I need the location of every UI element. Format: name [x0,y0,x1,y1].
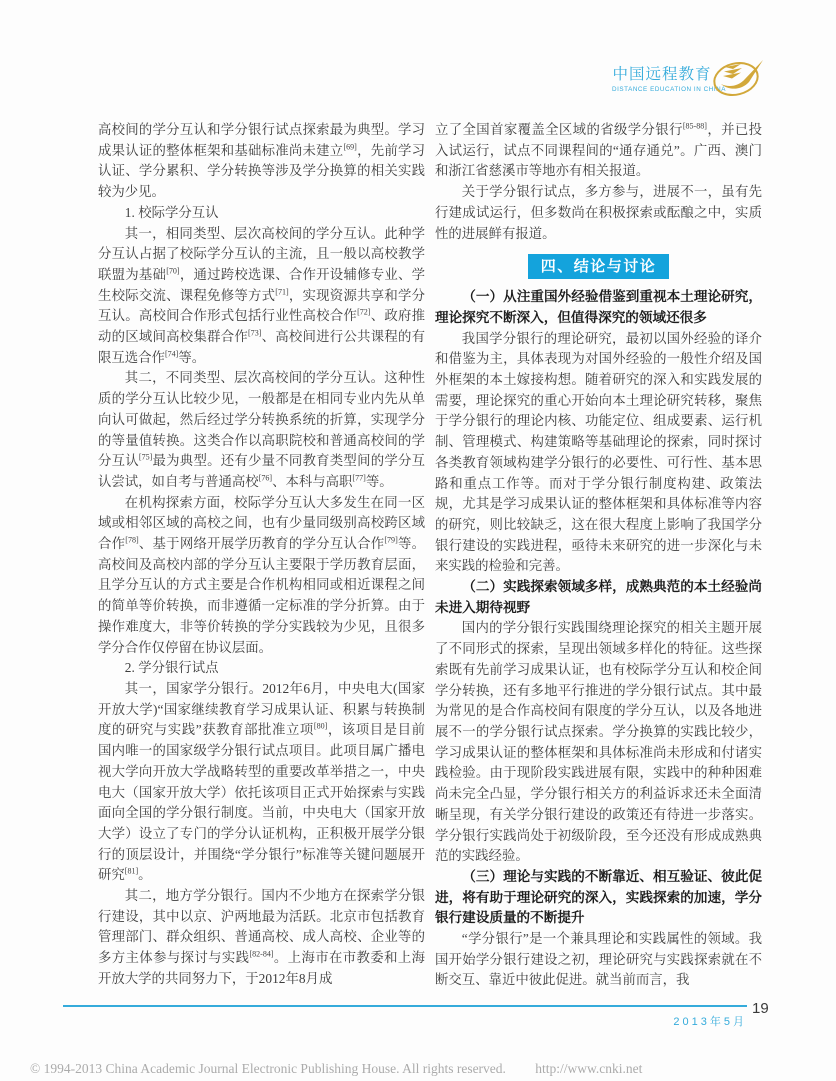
issue-date: 2013年5月 [673,1016,747,1028]
subsection-heading: （二）实践探索领域多样，成熟典范的本土经验尚未进入期待视野 [435,579,762,615]
reference-marker: [85-88] [682,121,707,131]
reference-marker: [75] [138,452,153,462]
section-heading: 四、结论与讨论 [528,254,670,279]
numbered-subhead: 2. 学分银行试点 [124,660,219,676]
journal-title-cn: 中国远程教育 [612,66,712,83]
journal-logo-icon [711,57,765,99]
body-paragraph: 国内的学分银行实践围绕理论探究的相关主题开展了不同形式的探索，呈现出领域多样化的特征。这些探索既有先前学习成果认证，也有校际学分互认和校企间学分转换，还有多地平行推进的学分银行试点。其中最为常见的是合作高校间有限度的学分互认，以及各地进展不一的学分银行试点探索。学分换算的实践比较少，学习成果认证的整体框架和具体标准尚未形成和付诸实践检验。由于现阶段实践进展有限，实践中的种种困难尚未完全凸显，学分银行相关方的利益诉求还未全面清晰呈现，有关学分银行建设的政策还有待进一步落实。学分银行实践尚处于初级阶段，至今还没有形成成熟典范的实践经验。 [435,620,762,864]
body-paragraph: 我国学分银行的理论研究，最初以国外经验的译介和借鉴为主，具体表现为对国外经验的一般性介绍及国外框架的本土嫁接构想。随着研究的深入和实践发展的需要，理论探究的重心开始向本土理论研究转移，聚焦于学分银行的理论内核、功能定位、组成要素、运行机制、管理模式、构建策略等基础理论的探索，同时探讨各类教育领域构建学分银行的必要性、可行性、基本思路和重点工作等。而对于学分银行制度构建、政策法规，尤其是学习成果认证的整体框架和具体标准等内容的研究，则比较缺乏，这在很大程度上影响了我国学分银行建设的实践进程，亟待未来研究的进一步深化与未来实践的检验和完善。 [435,330,762,574]
body-paragraph: 其一，相同类型、层次高校间的学分互认。此种学分互认占据了校际学分互认的主流，且一般以高校教学联盟为基础[70]，通过跨校选课、合作开设辅修专业、学生校际交流、课程免修等方式[71]，实现资源共享和学分互认。高校间合作形式包括行业性高校合作[72]、政府推动的区域间高校集群合作[73]、高校间进行公共课程的有限互选合作[74]等。 [98,225,426,365]
reference-marker: [73] [248,328,262,338]
journal-title-en: DISTANCE EDUCATION IN CHINA [612,86,726,93]
left-column [98,120,425,990]
body-paragraph: 在机构探索方面，校际学分互认大多发生在同一区域或相邻区域的高校之间，也有少量同级别高校跨区域合作[78]、基于网络开展学历教育的学分互认合作[79]等。高校间及高校内部的学分互认主要限于学历教育层面，且学分互认的方式主要是合作机构相同或相近课程之间的简单等价转换，而非遵循一定标准的学分折算。由于操作难度大，非等价转换的学分实践较为少见，且很多学分合作仅停留在协议层面。 [98,494,426,655]
reference-marker: [81] [124,866,139,876]
body-paragraph: 关于学分银行试点，多方参与，进展不一，虽有先行建成试运行，但多数尚在积极探索或酝酿之中，实质性的进展鲜有报道。 [435,184,762,241]
reference-marker: [80] [313,721,328,731]
reference-marker: [74] [164,349,179,359]
copyright-text: © 1994-2013 China Academic Journal Electronic Publishing House. All rights reserved. [30,1061,506,1076]
body-paragraph: 其一，国家学分银行。2012年6月，中央电大(国家开放大学)“国家继续教育学习成果认证、积累与转换制度的研究与实践”获教育部批准立项[80]，该项目是目前国内唯一的国家级学分银行试点项目。此项目属广播电视大学向开放大学战略转型的重要改革举措之一，中央电大（国家开放大学）依托该项目正式开始探索与实践面向全国的学分银行制度。当前，中央电大（国家开放大学）设立了专门的学分认证机构，正积极开展学分银行的顶层设计，并围绕“学分银行”标准等关键问题展开研究[81]。 [98,680,425,883]
body-paragraph-continued: 高校间的学分互认和学分银行试点探索最为典型。学习成果认证的整体框架和基础标准尚未建立[69]，先前学习认证、学分累积、学分转换等涉及学分换算的相关实践较为少见。 [98,122,426,200]
subsection-heading: （一）从注重国外经验借鉴到重视本土理论研究，理论探究不断深入，但值得深究的领域还很多 [435,289,762,325]
reference-marker: [78] [125,535,139,545]
subsection-heading: （三）理论与实践的不断靠近、相互验证、彼此促进，将有助于理论研究的深入，实践探索的加速，学分银行建设质量的不断提升 [435,868,762,926]
reference-marker: [77] [352,473,366,483]
body-paragraph: 其二，地方学分银行。国内不少地方在探索学分银行建设，其中以京、沪两地最为活跃。北京市包括教育管理部门、群众组织、普通高校、成人高校、企业等的多方主体参与探讨与实践[82-84]。上海市在市教委和上海开放大学的共同努力下，于2012年8月成 [98,888,425,986]
body-paragraph-continued: 立了全国首家覆盖全区域的省级学分银行[85-88]，并已投入试运行，试点不同课程间的“通存通兑”。广西、澳门和浙江省慈溪市等地亦有相关报道。 [435,121,763,179]
body-paragraph: “学分银行”是一个兼具理论和实践属性的领域。我国开始学分银行建设之初，理论研究与实践探索就在不断交互、靠近中彼此促进。就当前而言，我 [435,931,762,988]
page-number: 19 [752,1000,769,1017]
right-column [435,120,762,991]
numbered-subhead: 1. 校际学分互认 [124,204,219,220]
cnki-url: http://www.cnki.net [535,1061,643,1076]
body-paragraph: 其二，不同类型、层次高校间的学分互认。这种性质的学分互认比较少见，一般都是在相同专业内先从单向认可做起，然后经过学分转换系统的折算，实现学分的等量值转换。这类合作以高职院校和普通高校间的学分互认[75]最为典型。还有少量不同教育类型间的学分互认尝试，如自考与普通高校[76]、本科与高职[77]等。 [98,370,425,489]
reference-marker: [71] [275,287,289,297]
reference-marker: [76] [258,473,273,483]
copyright-line [30,1061,642,1077]
reference-marker: [79] [384,535,398,545]
footer-divider [63,1005,747,1007]
reference-marker: [82-84] [249,949,274,959]
reference-marker: [69] [343,142,357,152]
reference-marker: [70] [166,266,180,276]
journal-masthead [612,66,726,94]
reference-marker: [72] [357,307,371,317]
